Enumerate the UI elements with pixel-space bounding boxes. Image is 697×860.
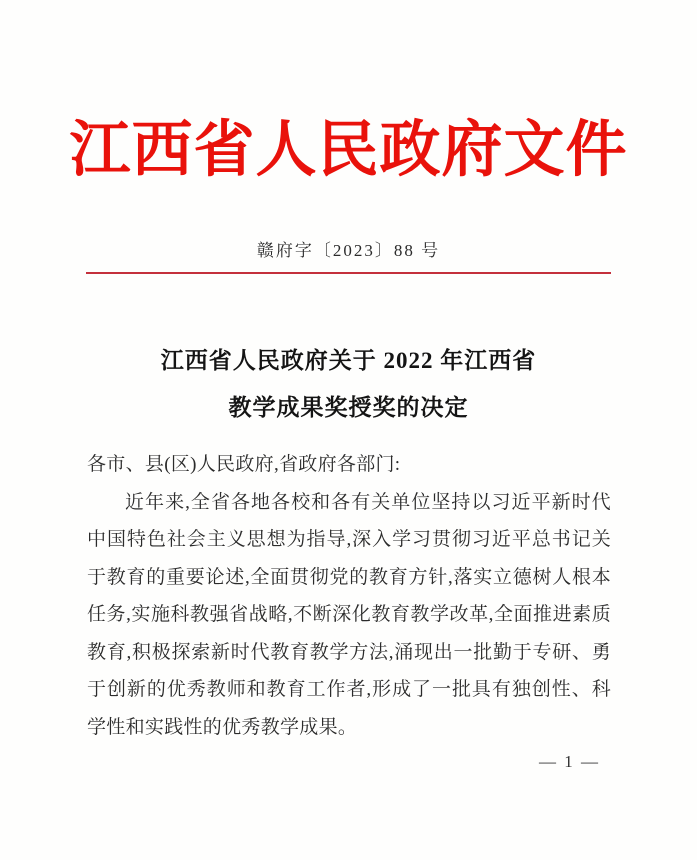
document-title [0,337,697,431]
body-paragraph: 近年来,全省各地各校和各有关单位坚持以习近平新时代中国特色社会主义思想为指导,深入学习贯彻习近平总书记关于教育的重要论述,全面贯彻党的教育方针,落实立德树人根本任务,实施科教强省战略,不断深化教育教学改革,全面推进素质教育,积极探索新时代教育教学方法,涌现出一批勤于专研、勇于创新的优秀教师和教育工作者,形成了一批具有独创性、科学性和实践性的优秀教学成果。 [87,491,611,738]
doc-number: 赣府字〔2023〕88 号 [256,241,441,260]
document-body [87,446,611,746]
red-divider-line [86,272,611,274]
title-line-2: 教学成果奖授奖的决定 [228,395,469,420]
page-number: — 1 — [539,752,600,771]
masthead-title: 江西省人民政府文件 [69,117,628,184]
salutation: 各市、县(区)人民政府,省政府各部门: [87,454,401,475]
title-line-1: 江西省人民政府关于 2022 年江西省 [160,348,537,373]
